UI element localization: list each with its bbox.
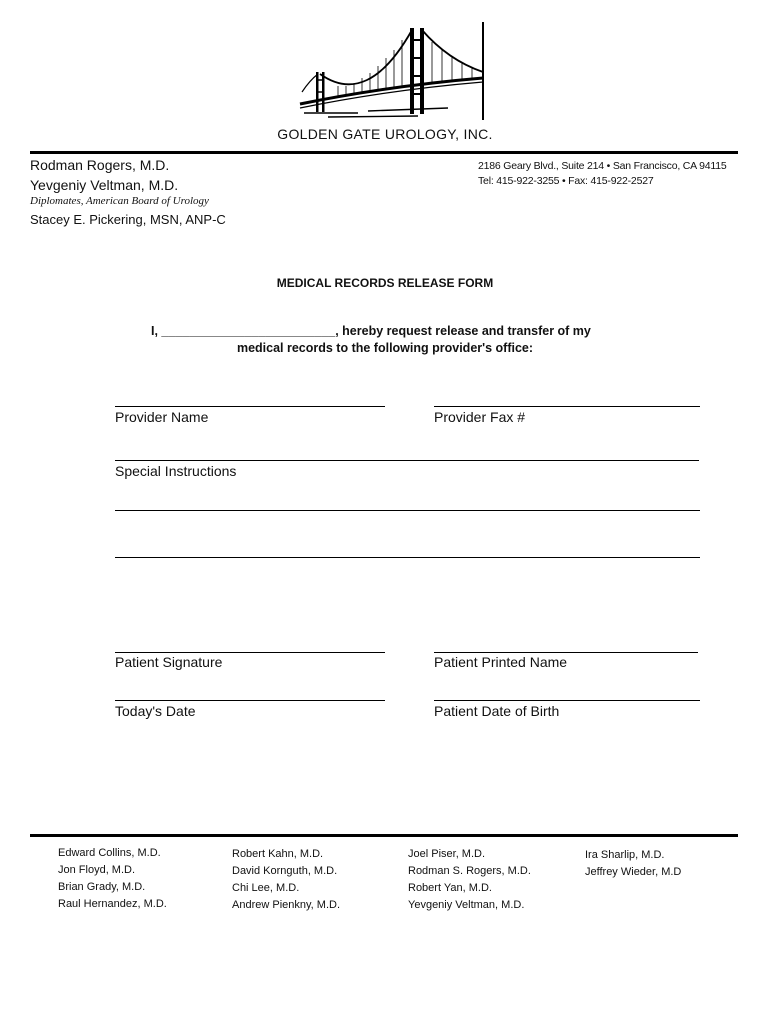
form-title: MEDICAL RECORDS RELEASE FORM: [276, 276, 494, 290]
provider-fax-field[interactable]: [434, 406, 700, 407]
physician-name: Joel Piser, M.D.: [408, 848, 486, 860]
special-instructions-label: Special Instructions: [115, 463, 237, 479]
diplomates-note: Diplomates, American Board of Urology: [30, 195, 209, 207]
physician-name: Brian Grady, M.D.: [58, 881, 146, 893]
special-instructions-line[interactable]: [115, 557, 700, 558]
footer-column: [58, 845, 167, 913]
physician-name: Andrew Pienkny, M.D.: [232, 899, 341, 911]
provider-fax-label: Provider Fax #: [434, 409, 526, 425]
physician-name: Ira Sharlip, M.D.: [585, 849, 665, 861]
golden-gate-bridge-logo: [298, 20, 488, 122]
physician-name: Raul Hernandez, M.D.: [58, 898, 167, 910]
office-address: 2186 Geary Blvd., Suite 214 • San Francisco, CA 94115: [478, 160, 727, 172]
todays-date-field[interactable]: [115, 700, 385, 701]
physician-name: Robert Yan, M.D.: [408, 882, 492, 894]
physician-name: Yevgeniy Veltman, M.D.: [408, 899, 525, 911]
patient-signature-label: Patient Signature: [115, 654, 223, 670]
physician-name: David Kornguth, M.D.: [232, 865, 338, 877]
footer-divider: [30, 834, 738, 837]
physician-name: Edward Collins, M.D.: [58, 847, 161, 859]
request-statement-line2: medical records to the following provider's office:: [236, 341, 534, 355]
physician-name: Robert Kahn, M.D.: [232, 848, 324, 860]
footer-column: [232, 846, 340, 914]
provider-name-field[interactable]: [115, 406, 385, 407]
todays-date-label: Today's Date: [115, 703, 196, 719]
request-statement-line1: I, _________________________, hereby request release and transfer of my: [151, 324, 591, 338]
provider-name-label: Provider Name: [115, 409, 209, 425]
company-name: GOLDEN GATE UROLOGY, INC.: [277, 126, 493, 142]
patient-printed-name-label: Patient Printed Name: [434, 654, 568, 670]
physician-name: Chi Lee, M.D.: [232, 882, 300, 894]
physician-name: Jon Floyd, M.D.: [58, 864, 136, 876]
special-instructions-field[interactable]: [115, 460, 699, 461]
footer-column: [585, 847, 681, 881]
patient-dob-field[interactable]: [434, 700, 700, 701]
physician-name: Jeffrey Wieder, M.D: [585, 866, 682, 878]
special-instructions-line[interactable]: [115, 510, 700, 511]
patient-signature-field[interactable]: [115, 652, 385, 653]
doctor-name: Rodman Rogers, M.D.: [30, 157, 170, 173]
patient-printed-name-field[interactable]: [434, 652, 698, 653]
footer-column: [408, 846, 531, 914]
doctor-name: Yevgeniy Veltman, M.D.: [30, 177, 179, 193]
header-divider: [30, 151, 738, 154]
nurse-practitioner-name: Stacey E. Pickering, MSN, ANP-C: [30, 212, 226, 227]
physician-name: Rodman S. Rogers, M.D.: [408, 865, 531, 877]
patient-dob-label: Patient Date of Birth: [434, 703, 560, 719]
office-phone: Tel: 415-922-3255 • Fax: 415-922-2527: [478, 175, 654, 187]
